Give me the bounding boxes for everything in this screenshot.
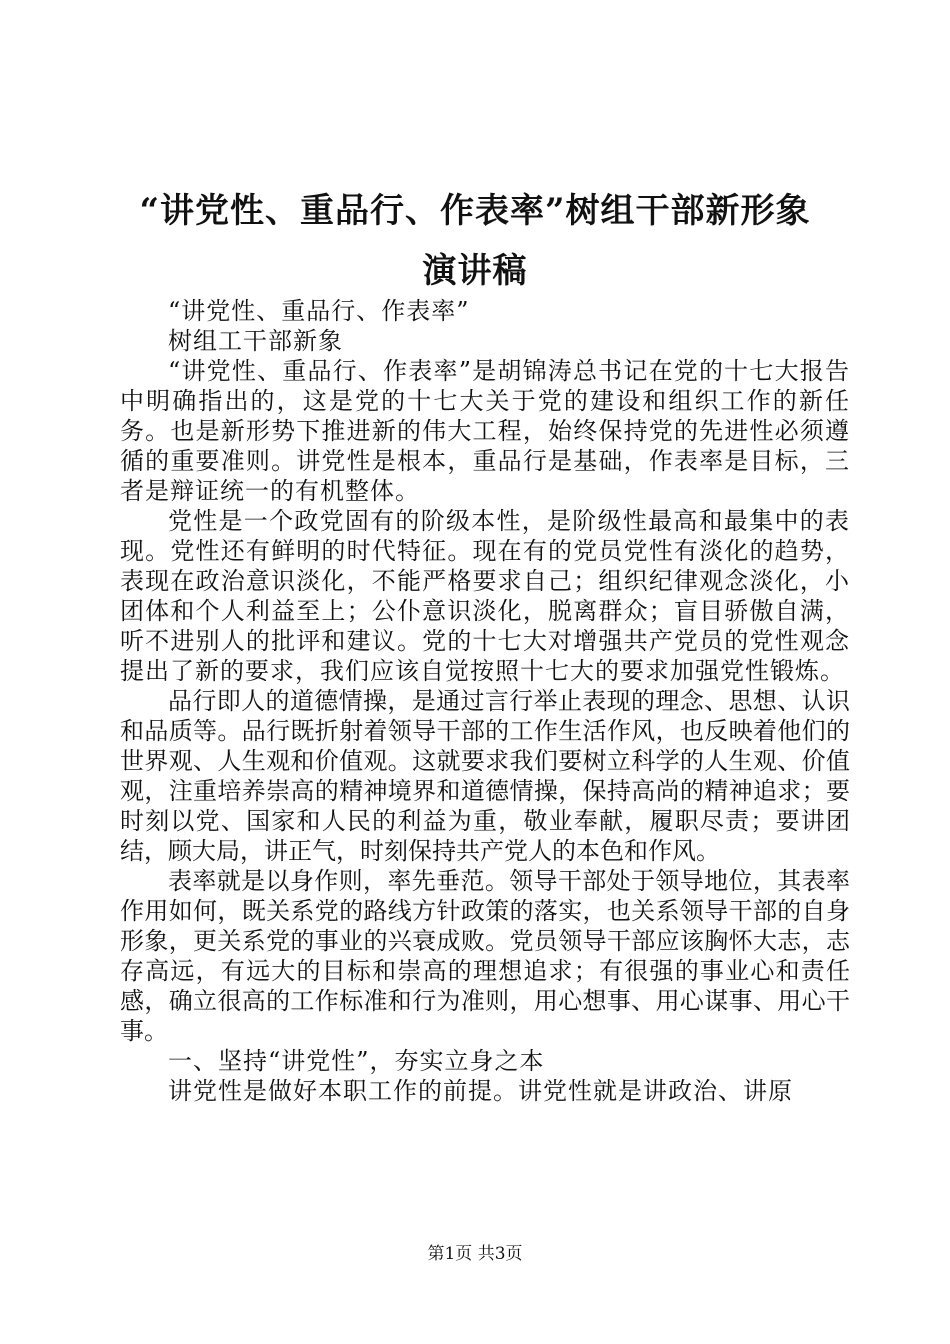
- section-heading: 一、坚持“讲党性”，夯实立身之本: [168, 1047, 545, 1075]
- paragraph: “讲党性、重品行、作表率”: [168, 297, 470, 325]
- document-title-subtitle: 演讲稿: [422, 251, 528, 291]
- page-number-footer: 第1页 共3页: [427, 1244, 523, 1264]
- document-title: “讲党性、重品行、作表率”树组干部新形象: [139, 191, 811, 231]
- paragraph: “讲党性、重品行、作表率”是胡锦涛总书记在党的十七大报告中明确指出的，这是党的十七大关于党的建设和组织工作的新任务。也是新形势下推进新的伟大工程，始终保持党的先进性必须遵循的重要准则。讲党性是根本，重品行是基础，作表率是目标，三者是辩证统一的有机整体。: [120, 357, 850, 505]
- paragraph: 党性是一个政党固有的阶级本性，是阶级性最高和最集中的表现。党性还有鲜明的时代特征。现在有的党员党性有淡化的趋势，表现在政治意识淡化，不能严格要求自己；组织纪律观念淡化，小团体和个人利益至上；公仆意识淡化，脱离群众；盲目骄傲自满，听不进别人的批评和建议。党的十七大对增强共产党员的党性观念提出了新的要求，我们应该自觉按照十七大的要求加强党性锻炼。: [120, 507, 850, 685]
- document-body: [120, 296, 850, 1106]
- paragraph: 表率就是以身作则，率先垂范。领导干部处于领导地位，其表率作用如何，既关系党的路线方针政策的落实，也关系领导干部的自身形象，更关系党的事业的兴衰成败。党员领导干部应该胸怀大志，志存高远，有远大的目标和崇高的理想追求；有很强的事业心和责任感，确立很高的工作标准和行为准则，用心想事、用心谋事、用心干事。: [120, 867, 850, 1045]
- paragraph: 品行即人的道德情操，是通过言行举止表现的理念、思想、认识和品质等。品行既折射着领导干部的工作生活作风，也反映着他们的世界观、人生观和价值观。这就要求我们要树立科学的人生观、价值观，注重培养崇高的精神境界和道德情操，保持高尚的精神追求；要时刻以党、国家和人民的利益为重，敬业奉献，履职尽责；要讲团结，顾大局，讲正气，时刻保持共产党人的本色和作风。: [120, 687, 850, 865]
- paragraph: 讲党性是做好本职工作的前提。讲党性就是讲政治、讲原: [168, 1077, 793, 1105]
- paragraph: 树组工干部新象: [168, 327, 343, 355]
